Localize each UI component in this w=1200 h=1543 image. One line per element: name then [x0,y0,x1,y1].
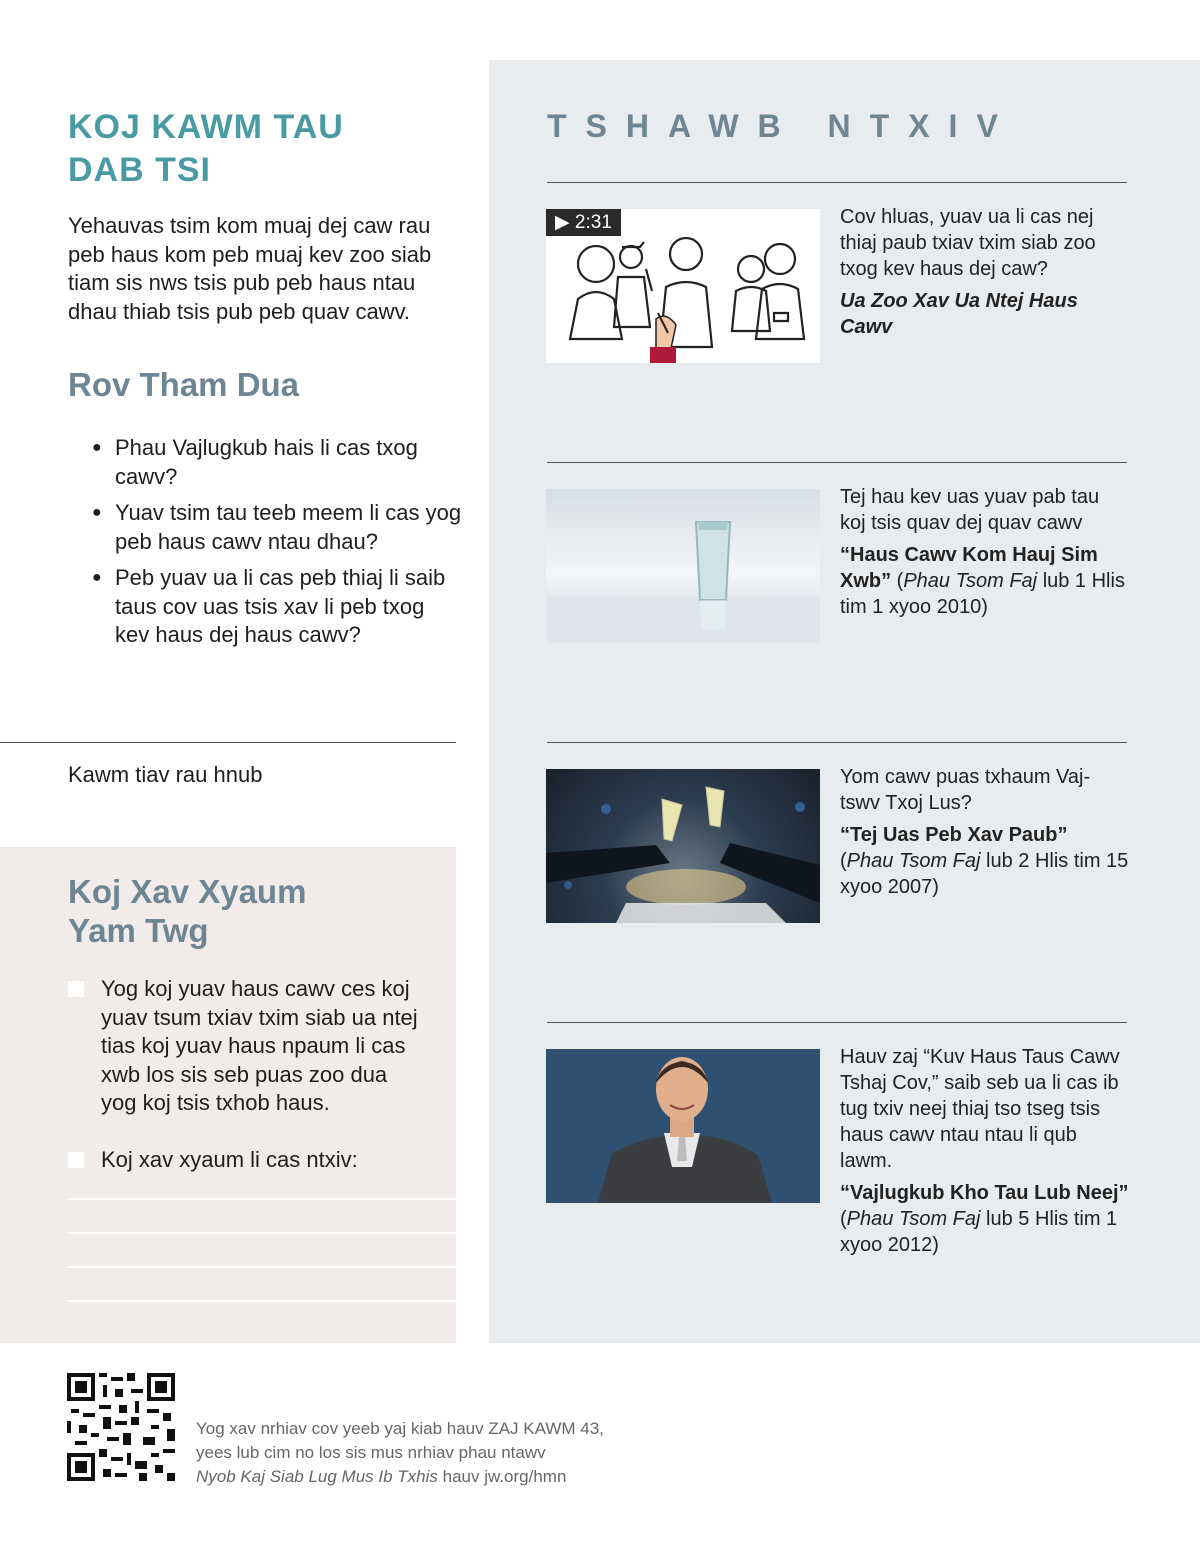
resource-entry [840,764,1130,900]
checklist-item [68,1146,428,1175]
summary-title-line2: DAB TSI [68,151,211,189]
writing-line[interactable] [68,1232,456,1234]
checklist-item [68,975,428,1118]
divider [547,182,1127,183]
try-it-title-line2: Yam Twg [68,912,209,949]
resource-reference: “Tej Uas Peb Xav Paub” (Phau Tsom Faj lub 2 Hlis tim 15 xyoo 2007) [840,824,1129,898]
checkbox[interactable] [68,981,84,997]
explore-more-title: TSHAWB NTXIV [547,108,1017,144]
publication-name: Phau Tsom Faj [846,850,981,872]
play-icon: ▶ [555,212,570,233]
checklist-item-text: Koj xav xyaum li cas ntxiv: [101,1147,358,1172]
summary-text: Yehauvas tsim kom muaj dej caw rau peb haus kom peb muaj kev zoo siab tiam sis nws tsis pub peb haus ntau dhau thiab tsis pub peb quav cawv. [68,213,432,324]
bullet-icon: ● [92,569,102,586]
resource-reference: “Haus Cawv Kom Hauj Sim Xwb” (Phau Tsom Faj lub 1 Hlis tim 1 xyoo 2010) [840,544,1125,618]
glass-drawing [546,489,820,643]
review-item-text: Yuav tsim tau teeb meem li cas yog peb haus cawv ntau dhau? [115,500,462,554]
review-list [92,434,462,658]
divider [547,1022,1127,1023]
qr-graphic [67,1373,175,1481]
resource-entry [840,204,1130,340]
writing-line[interactable] [68,1198,456,1200]
footer-book-title: Nyob Kaj Siab Lug Mus Ib Txhis [196,1467,438,1486]
toast-drawing [546,769,820,923]
portrait-image [546,1049,820,1203]
writing-line[interactable] [68,1266,456,1268]
resource-title[interactable]: “Tej Uas Peb Xav Paub” [840,824,1068,846]
list-item [92,499,462,556]
publication-date: lub 2 Hlis tim 15 xyoo 2007) [840,850,1129,898]
review-item-text: Peb yuav ua li cas peb thiaj li saib taus cov uas tsis xav li peb txog kev haus dej haus cawv? [115,565,446,647]
divider [547,462,1127,463]
summary-title [68,106,448,192]
checkbox[interactable] [68,1152,84,1168]
completion-date-label: Kawm tiav rau hnub [68,762,263,787]
divider [0,742,456,743]
resource-question: Tej hau kev uas yuav pab tau koj tsis quav dej quav cawv [840,486,1100,534]
portrait-drawing [546,1049,820,1203]
review-item-text: Phau Vajlugkub hais li cas txog cawv? [115,435,418,489]
writing-line[interactable] [68,1300,456,1302]
video-thumbnail[interactable] [546,209,820,363]
resource-reference: “Vajlugkub Kho Tau Lub Neej” (Phau Tsom Faj lub 5 Hlis tim 1 xyoo 2012) [840,1182,1129,1256]
video-duration: 2:31 [574,212,612,233]
divider [547,742,1127,743]
resource-title[interactable]: Ua Zoo Xav Ua Ntej Haus Cawv [840,290,1078,338]
footer-line2: yees lub cim no los sis mus nrhiav phau ntawv [196,1443,546,1462]
checklist-item-text: Yog koj yuav haus cawv ces koj yuav tsum txiav txim siab ua ntej tias koj yuav haus npaum li cas xwb los sis seb puas zoo dua yog koj tsis txhob haus. [101,976,418,1115]
footer-note [196,1417,604,1489]
bullet-icon: ● [92,439,102,456]
try-it-title [68,872,428,950]
bullet-icon: ● [92,504,102,521]
toast-image [546,769,820,923]
video-duration-badge [546,209,621,236]
list-item [92,434,462,491]
qr-code-icon[interactable] [67,1373,175,1481]
summary-title-line1: KOJ KAWM TAU [68,108,344,146]
resource-title[interactable]: “Haus Cawv Kom Hauj Sim Xwb” [840,544,1098,592]
resource-question: Yom cawv puas txhaum Vaj-tswv Txoj Lus? [840,766,1091,814]
resource-entry [840,484,1130,620]
resource-question: Hauv zaj “Kuv Haus Taus Cawv Tshaj Cov,” saib seb ua li cas ib tug txiv neej thiaj tso tseg tsis haus cawv ntau ntau li qub lawm. [840,1046,1120,1172]
publication-name: Phau Tsom Faj [903,570,1038,592]
resource-entry [840,1044,1130,1258]
glass-image [546,489,820,643]
publication-date: lub 5 Hlis tim 1 xyoo 2012) [840,1208,1118,1256]
footer-link-text[interactable]: hauv jw.org/hmn [437,1467,567,1486]
publication-name: Phau Tsom Faj [846,1208,981,1230]
resource-question: Cov hluas, yuav ua li cas nej thiaj paub txiav txim siab zoo txog kev haus dej caw? [840,206,1096,280]
resource-title[interactable]: “Vajlugkub Kho Tau Lub Neej” [840,1182,1129,1204]
list-item [92,564,462,650]
review-title: Rov Tham Dua [68,366,300,403]
footer-line1: Yog xav nrhiav cov yeeb yaj kiab hauv ZAJ KAWM 43, [196,1419,604,1438]
try-it-title-line1: Koj Xav Xyaum [68,873,307,910]
publication-date: lub 1 Hlis tim 1 xyoo 2010) [840,570,1125,618]
